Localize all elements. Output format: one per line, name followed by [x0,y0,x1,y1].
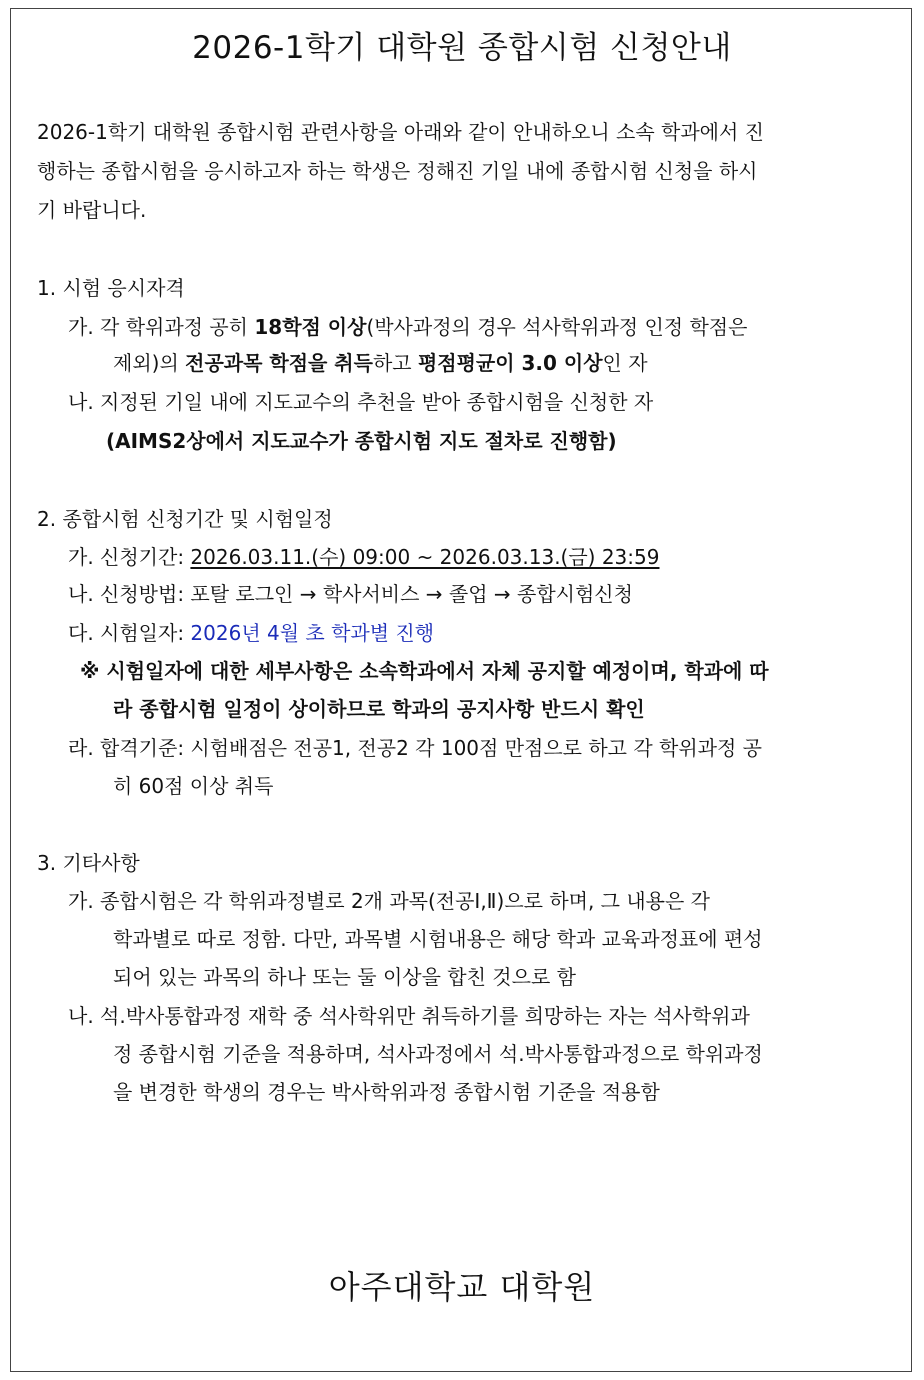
s3-item-ga-line-2: 학과별로 따로 정함. 다만, 과목별 시험내용은 해당 학과 교육과정표에 편성 [113,927,763,951]
s2-application-period: 2026.03.11.(수) 09:00 ~ 2026.03.13.(금) 23:59 [190,545,660,569]
section-3-heading: 3. 기타사항 [37,851,140,875]
s1-ga-credits: 18학점 이상 [254,315,367,339]
s1-ga-text-2e: 인 자 [602,351,648,375]
s2-note-line-2: 라 종합시험 일정이 상이하므로 학과의 공지사항 반드시 확인 [113,697,645,721]
s2-item-ga [68,543,659,571]
s1-ga-text-a: 가. 각 학위과정 공히 [68,315,255,339]
s2-item-da [68,619,434,647]
s1-item-ga-line-2 [113,349,648,377]
document-title: 2026-1학기 대학원 종합시험 신청안내 [192,30,732,66]
s1-ga-text-c: (박사과정의 경우 석사학위과정 인정 학점은 [366,315,748,339]
intro-line-2: 행하는 종합시험을 응시하고자 하는 학생은 정해진 기일 내에 종합시험 신청을 하시 [37,159,758,183]
s2-da-label: 다. 시험일자: [68,621,191,645]
intro-line-1: 2026-1학기 대학원 종합시험 관련사항을 아래와 같이 안내하오니 소속 학과에서 진 [37,120,764,144]
s2-ga-label: 가. 신청기간: [68,545,191,569]
s3-item-na-line-2: 정 종합시험 기준을 적용하며, 석사과정에서 석.박사통합과정으로 학위과정 [113,1042,763,1066]
s3-item-na-line-1: 나. 석.박사통합과정 재학 중 석사학위만 취득하기를 희망하는 자는 석사학위과 [68,1004,750,1028]
s3-item-na-line-3: 을 변경한 학생의 경우는 박사학위과정 종합시험 기준을 적용함 [113,1080,660,1104]
s2-item-ra-line-1: 라. 합격기준: 시험배점은 전공1, 전공2 각 100점 만점으로 하고 각 학위과정 공 [68,736,762,760]
s1-item-na-line-2: (AIMS2상에서 지도교수가 종합시험 지도 절차로 진행함) [106,429,617,453]
section-2-heading: 2. 종합시험 신청기간 및 시험일정 [37,507,333,531]
s2-exam-date: 2026년 4월 초 학과별 진행 [190,621,435,645]
issuer-name: 아주대학교 대학원 [328,1268,596,1306]
s1-ga-gpa: 평점평균이 3.0 이상 [417,351,603,375]
s1-ga-text-2a: 제외)의 [113,351,186,375]
s2-note-line-1: ※ 시험일자에 대한 세부사항은 소속학과에서 자체 공지할 예정이며, 학과에 따 [80,659,769,683]
s1-ga-text-2c: 하고 [372,351,418,375]
s3-item-ga-line-1: 가. 종합시험은 각 학위과정별로 2개 과목(전공Ⅰ,Ⅱ)으로 하며, 그 내용은 각 [68,889,711,913]
s2-item-na: 나. 신청방법: 포탈 로그인 → 학사서비스 → 졸업 → 종합시험신청 [68,582,633,606]
s2-item-ra-line-2: 히 60점 이상 취득 [113,774,274,798]
s1-item-na-line-1: 나. 지정된 기일 내에 지도교수의 추천을 받아 종합시험을 신청한 자 [68,390,654,414]
s1-ga-major-credits: 전공과목 학점을 취득 [185,351,373,375]
s1-item-ga-line-1 [68,313,747,341]
section-1-heading: 1. 시험 응시자격 [37,276,185,300]
s3-item-ga-line-3: 되어 있는 과목의 하나 또는 둘 이상을 합친 것으로 함 [113,965,576,989]
intro-line-3: 기 바랍니다. [37,198,147,222]
